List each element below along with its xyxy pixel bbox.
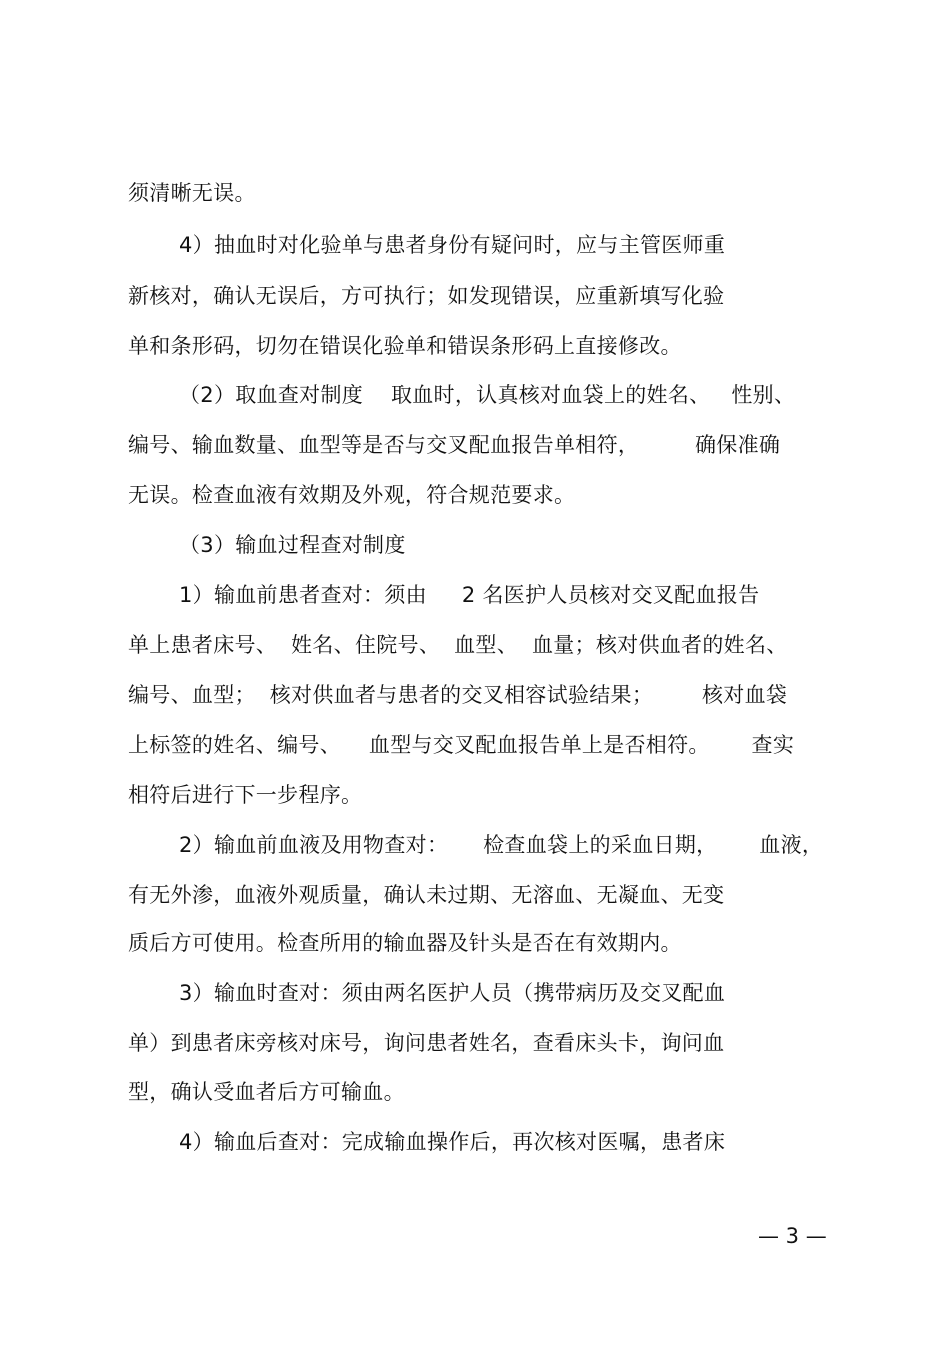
text-line-9: 1）输血前患者查对：须由 2 名医护人员核对交叉配血报告 [179,583,760,607]
text-line-17: 3）输血时查对：须由两名医护人员（携带病历及交叉配血 [179,981,726,1005]
text-line-8: （3）输血过程查对制度 [179,533,406,557]
text-line-5: （2）取血查对制度 取血时，认真核对血袋上的姓名、 性别、 [179,383,796,407]
text-line-11: 编号、血型； 核对供血者与患者的交叉相容试验结果； 核对血袋 [128,683,788,707]
text-line-15: 有无外渗，血液外观质量，确认未过期、无溶血、无凝血、无变 [128,883,725,907]
text-line-10: 单上患者床号、 姓名、住院号、 血型、 血量；核对供血者的姓名、 [128,633,788,657]
text-line-12: 上标签的姓名、编号、 血型与交叉配血报告单上是否相符。 查实 [128,733,795,757]
text-line-3: 新核对，确认无误后，方可执行；如发现错误，应重新填写化验 [128,284,725,308]
text-line-1: 须清晰无误。 [128,181,256,205]
page-number: — 3 — [758,1224,827,1248]
text-line-20: 4）输血后查对：完成输血操作后，再次核对医嘱，患者床 [179,1130,726,1154]
text-line-4: 单和条形码，切勿在错误化验单和错误条形码上直接修改。 [128,334,682,358]
text-line-6: 编号、输血数量、血型等是否与交叉配血报告单相符， 确保准确 [128,433,781,457]
text-line-19: 型，确认受血者后方可输血。 [128,1080,405,1104]
text-line-7: 无误。检查血液有效期及外观，符合规范要求。 [128,483,576,507]
text-line-2: 4）抽血时对化验单与患者身份有疑问时，应与主管医师重 [179,233,726,257]
text-line-18: 单）到患者床旁核对床号，询问患者姓名，查看床头卡，询问血 [128,1031,725,1055]
text-line-13: 相符后进行下一步程序。 [128,783,363,807]
text-line-16: 质后方可使用。检查所用的输血器及针头是否在有效期内。 [128,931,682,955]
text-line-14: 2）输血前血液及用物查对： 检查血袋上的采血日期， 血液， [179,833,824,857]
